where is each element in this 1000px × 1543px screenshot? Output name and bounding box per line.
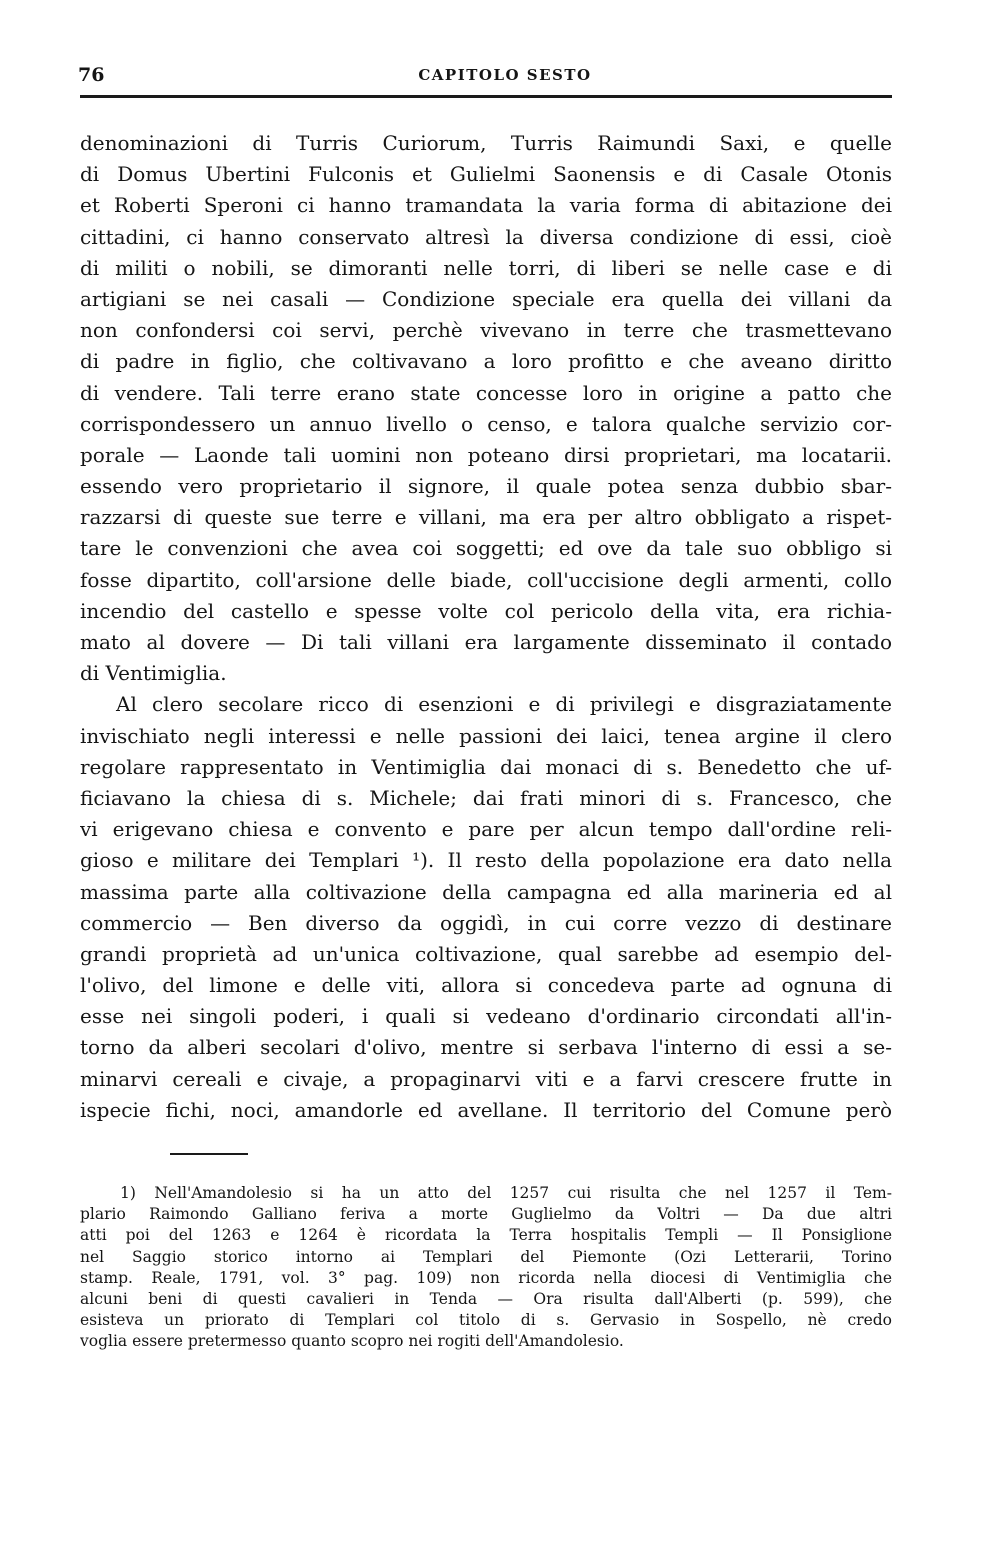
footnote-line: stamp. Reale, 1791, vol. 3° pag. 109) non ricorda nella diocesi di Ventimiglia che — [80, 1268, 892, 1287]
body-line: di padre in figlio, che coltivavano a loro profitto e che aveano diritto — [80, 349, 892, 374]
footnote-line: atti poi del 1263 e 1264 è ricordata la Terra hospitalis Templi — Il Ponsiglione — [80, 1226, 892, 1245]
body-line: essendo vero proprietario il signore, il quale potea senza dubbio sbar- — [80, 474, 892, 499]
body-line: massima parte alla coltivazione della campagna ed alla marineria ed al — [80, 879, 892, 904]
footnote-line: esisteva un priorato di Templari col titolo di s. Gervasio in Sospello, nè credo — [80, 1311, 892, 1330]
body-line: ficiavano la chiesa di s. Michele; dai frati minori di s. Francesco, che — [80, 785, 892, 810]
body-line: et Roberti Speroni ci hanno tramandata la varia forma di abitazione dei — [80, 193, 892, 218]
body-line: incendio del castello e spesse volte col pericolo della vita, era richia- — [80, 598, 892, 623]
page-number: 76 — [78, 64, 105, 86]
body-line: di vendere. Tali terre erano state concesse loro in origine a patto che — [80, 380, 892, 405]
body-line: fosse dipartito, coll'arsione delle biade, coll'uccisione degli armenti, collo — [80, 567, 892, 592]
body-line: l'olivo, del limone e delle viti, allora si concedeva parte ad ognuna di — [80, 973, 892, 998]
body-line: di Ventimiglia. — [80, 661, 227, 686]
running-title: CAPITOLO SESTO — [418, 66, 592, 84]
body-line: tare le convenzioni che avea coi soggetti; ed ove da tale suo obbligo si — [80, 536, 892, 561]
body-line: commercio — Ben diverso da oggidì, in cui corre vezzo di destinare — [80, 910, 892, 935]
footnote-line: alcuni beni di questi cavalieri in Tenda — Ora risulta dall'Alberti (p. 599), che — [80, 1289, 892, 1308]
body-line: cittadini, ci hanno conservato altresì la diversa condizione di essi, cioè — [80, 224, 892, 249]
body-line: gioso e militare dei Templari ¹). Il resto della popolazione era dato nella — [80, 848, 892, 873]
header-rule — [80, 95, 892, 98]
body-line: invischiato negli interessi e nelle passioni dei laici, tenea argine il clero — [80, 723, 892, 748]
body-line: ispecie fichi, noci, amandorle ed avellane. Il territorio del Comune però — [80, 1097, 892, 1122]
footnote-line: nel Saggio storico intorno ai Templari del Piemonte (Ozi Letterarii, Torino — [80, 1247, 892, 1266]
body-line: esse nei singoli poderi, i quali si vedeano d'ordinario circondati all'in- — [80, 1004, 892, 1029]
footnote — [80, 1183, 892, 1353]
body-line: vi erigevano chiesa e convento e pare per alcun tempo dall'ordine reli- — [80, 817, 892, 842]
body-line: denominazioni di Turris Curiorum, Turris Raimundi Saxi, e quelle — [80, 131, 892, 155]
body-line: grandi proprietà ad un'unica coltivazione, qual sarebbe ad esempio del- — [80, 941, 892, 966]
body-line: di militi o nobili, se dimoranti nelle torri, di liberi se nelle case e di — [80, 255, 892, 280]
body-line: non confondersi coi servi, perchè vivevano in terre che trasmettevano — [80, 318, 892, 343]
footnote-line: plario Raimondo Galliano feriva a morte Guglielmo da Voltri — Da due altri — [80, 1205, 892, 1224]
body-line: razzarsi di queste sue terre e villani, ma era per altro obbligato a rispet- — [80, 505, 892, 530]
footnote-line: 1) Nell'Amandolesio si ha un atto del 1257 cui risulta che nel 1257 il Tem- — [120, 1184, 892, 1202]
body-line: mato al dovere — Di tali villani era largamente disseminato il contado — [80, 630, 892, 654]
body-line: corrispondessero un annuo livello o censo, e talora qualche servizio cor- — [80, 411, 892, 436]
body-text — [80, 128, 892, 1126]
body-line: di Domus Ubertini Fulconis et Gulielmi Saonensis e di Casale Otonis — [80, 162, 892, 187]
body-line: artigiani se nei casali — Condizione speciale era quella dei villani da — [80, 286, 892, 311]
body-line: torno da alberi secolari d'olivo, mentre si serbava l'interno di essi a se- — [80, 1035, 892, 1060]
body-line: porale — Laonde tali uomini non poteano dirsi proprietari, ma locatarii. — [80, 442, 892, 467]
body-line: Al clero secolare ricco di esenzioni e di privilegi e disgraziatamente — [116, 692, 892, 717]
footnote-line: voglia essere pretermesso quanto scopro nei rogiti dell'Amandolesio. — [80, 1332, 624, 1351]
footnote-rule — [170, 1153, 248, 1155]
body-line: minarvi cereali e civaje, a propaginarvi viti e a farvi crescere frutte in — [80, 1066, 892, 1091]
body-line: regolare rappresentato in Ventimiglia dai monaci di s. Benedetto che uf- — [80, 754, 892, 779]
